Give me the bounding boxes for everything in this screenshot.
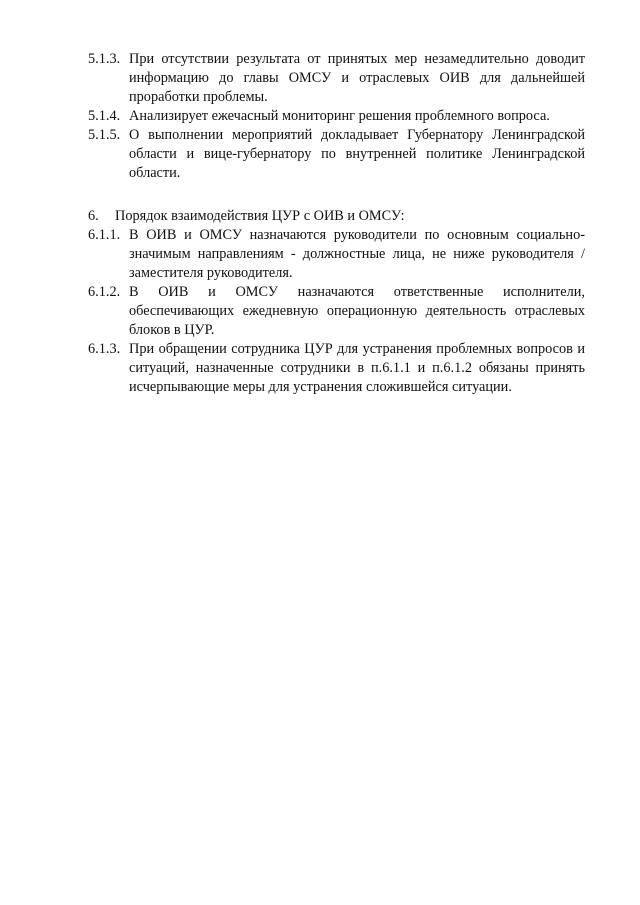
clause-6-1-2: [88, 283, 585, 340]
section-6-heading: [88, 207, 585, 226]
clause-5-1-5: [88, 126, 585, 183]
clause-text: В ОИВ и ОМСУ назначаются руководители по основным социально-значимым направлениям - должностные лица, не ниже руководителя / заместителя руководителя.: [129, 227, 585, 281]
clause-number: 5.1.4.: [88, 108, 121, 124]
clause-text: При обращении сотрудника ЦУР для устранения проблемных вопросов и ситуаций, назначенные сотрудники в п.6.1.1 и п.6.1.2 обязаны принять исчерпывающие меры для устранения сложившейся ситуации.: [129, 341, 585, 395]
clause-text: О выполнении мероприятий докладывает Губернатору Ленинградской области и вице-губернатору по внутренней политике Ленинградской области.: [129, 127, 585, 181]
clause-5-1-4: [88, 107, 585, 126]
clause-number: 6.1.1.: [88, 227, 121, 243]
clause-number: 6.1.3.: [88, 341, 121, 357]
clause-number: 5.1.5.: [88, 127, 121, 143]
clause-5-1-3: [88, 50, 585, 107]
clause-text: В ОИВ и ОМСУ назначаются ответственные исполнители, обеспечивающих ежедневную операционную деятельность отраслевых блоков в ЦУР.: [129, 284, 585, 338]
clause-text: Анализирует ежечасный мониторинг решения проблемного вопроса.: [129, 108, 550, 124]
clause-text: При отсутствии результата от принятых мер незамедлительно доводит информацию до главы ОМСУ и отраслевых ОИВ для дальнейшей проработки проблемы.: [129, 51, 585, 105]
section-title: Порядок взаимодействия ЦУР с ОИВ и ОМСУ:: [115, 208, 405, 224]
clause-number: 5.1.3.: [88, 51, 121, 67]
clause-6-1-3: [88, 340, 585, 397]
clause-number: 6.1.2.: [88, 284, 121, 300]
clause-6-1-1: [88, 226, 585, 283]
section-number: 6.: [88, 208, 99, 224]
